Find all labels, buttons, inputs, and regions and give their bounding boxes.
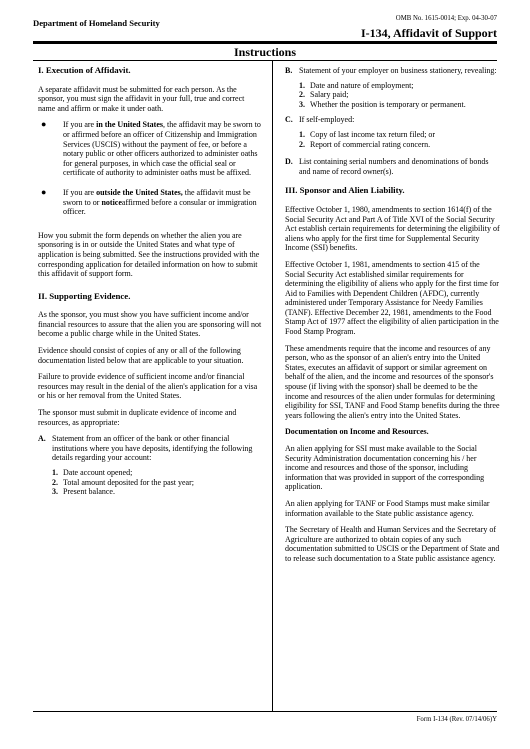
evidence-item-a xyxy=(38,434,262,463)
bullet-text: , the affidavit may be sworn to or affirmed before an officer of Citizenship and Immigration Services (USCIS) without the payment of fee, or before a notary public or other officers authorized to administer oaths for general purposes, in which case the official seal or certificate of authority to administer oaths must be affixed. xyxy=(63,120,261,178)
item-letter: C. xyxy=(285,115,293,125)
bullet-bold: outside the United States, xyxy=(96,187,183,197)
form-revision: Form I-134 (Rev. 07/14/06)Y xyxy=(416,716,497,723)
bank-details-list xyxy=(52,468,262,497)
instructions-rule xyxy=(33,60,497,61)
form-title: I-134, Affidavit of Support xyxy=(360,26,497,40)
bullet-bold: notice xyxy=(101,197,122,207)
employer-details-list xyxy=(299,81,500,110)
bullet-text: If you are xyxy=(63,120,97,130)
item-text: If self-employed: xyxy=(299,115,355,125)
left-column xyxy=(38,66,262,503)
bullet-text: affirmed before a consular or immigration officer. xyxy=(63,197,257,217)
item-letter: B. xyxy=(285,66,293,75)
list-item: 2. Report of commercial rating concern. xyxy=(299,139,431,149)
item-text: Statement from an officer of the bank or other financial institutions where you have deposits, identifying the following details regarding your account: xyxy=(52,434,253,463)
section-2-paragraph-4: The sponsor must submit in duplicate evidence of income and resources, as appropriate: xyxy=(38,408,237,427)
list-item: 1. Date account opened; xyxy=(52,468,133,477)
section-3-paragraph-3: These amendments require that the income and resources of any person, who as the sponsor of an alien's entry into the United States, executes an affidavit of support or similar agreement on behalf of the alien, and the income and resources of the sponsor's spouse (if living with the sponsor) shall be deemed to be the income and resources of the alien under formulas for determining eligibility for SSI, TANF and Food Stamp benefits during the three years following the alien's entry into the United States. xyxy=(285,343,500,420)
bullet-outside-us xyxy=(38,188,262,217)
bullet-icon: ● xyxy=(41,119,47,130)
section-2-paragraph-2: Evidence should consist of copies of any or all of the following documentation listed below that are applicable to your situation. xyxy=(38,346,244,365)
footer-rule xyxy=(33,711,497,712)
bullet-text: If you are xyxy=(63,187,97,197)
section-3-heading: III. Sponsor and Alien Liability. xyxy=(285,185,405,196)
list-item: 3. Present balance. xyxy=(52,487,115,497)
section-1-paragraph-2: How you submit the form depends on whether the alien you are sponsoring is in or outside the United States and what type of application is being submitted. See the instructions provided with the corresponding application for detailed information on how to submit this affidavit of support form. xyxy=(38,230,260,279)
omb-number: OMB No. 1615-0014; Exp. 04-30-07 xyxy=(395,15,497,22)
evidence-item-d xyxy=(285,157,500,176)
agency-name: Department of Homeland Security xyxy=(33,18,160,28)
documentation-paragraph-2: An alien applying for TANF or Food Stamps must make similar information available to the State public assistance agency. xyxy=(285,498,490,518)
section-3-paragraph-1: Effective October 1, 1980, amendments to section 1614(f) of the Social Security Act and Part A of Title XVI of the Social Security Act establish certain requirements for determining the eligibility of aliens who apply for the first time for Supplemental Security Income (SSI) benefits. xyxy=(285,204,500,253)
bullet-in-us xyxy=(38,120,262,178)
list-item: 3. Whether the position is temporary or permanent. xyxy=(299,99,466,109)
section-3-paragraph-2: Effective October 1, 1981, amendments to section 415 of the Social Security Act established similar requirements for determining the eligibility of aliens who apply for the first time for Aid to Families with Dependent Children (AFDC), currently administered under Temporary Assistance for Needy Families (TANF). Effective December 22, 1981, amendments to the Food Stamp Act of 1977 affect the eligibility of alien participation in the Food Stamp Program. xyxy=(285,259,499,337)
list-item: 1. Date and nature of employment; xyxy=(299,80,414,90)
item-text: Statement of your employer on business stationery, revealing: xyxy=(299,66,497,75)
item-letter: D. xyxy=(285,157,293,167)
bullet-text: the affidavit must be sworn to or xyxy=(63,187,251,207)
right-column xyxy=(285,66,500,571)
list-item: 2. Total amount deposited for the past year; xyxy=(52,477,194,487)
documentation-paragraph-1: An alien applying for SSI must make available to the Social Security Administration documentation concerning his / her income and resources and those of the sponsor, including information that was provided in support of the corresponding application. xyxy=(285,444,485,492)
evidence-item-b xyxy=(285,66,500,76)
item-text: List containing serial numbers and denominations of bonds and name of record owner(s). xyxy=(299,157,489,176)
bullet-icon: ● xyxy=(41,186,47,197)
section-2-paragraph-3: Failure to provide evidence of sufficient income and/or financial resources may result in the denial of the alien's application for a visa or his or her removal from the United States. xyxy=(38,372,258,401)
section-1-heading: I. Execution of Affidavit. xyxy=(38,65,131,75)
documentation-paragraph-3: The Secretary of Health and Human Services and the Secretary of Agriculture are authorized to obtain copies of any such documentation submitted to USCIS or the Department of State and to release such documentation to a State public assistance agency. xyxy=(285,525,500,563)
evidence-item-c xyxy=(285,115,500,125)
section-1-paragraph-1: A separate affidavit must be submitted for each person. As the sponsor, you must sign the affidavit in your full, true and correct name and affirm or make it under oath. xyxy=(38,84,245,113)
documentation-heading: Documentation on Income and Resources. xyxy=(285,427,429,437)
list-item: 1. Copy of last income tax return filed; or xyxy=(299,129,436,139)
list-item: 2. Salary paid; xyxy=(299,90,349,100)
self-employed-list xyxy=(299,130,500,149)
section-2-paragraph-1: As the sponsor, you must show you have sufficient income and/or financial resources to assure that the alien you are sponsoring will not become a public charge while in the United States. xyxy=(38,310,262,339)
item-letter: A. xyxy=(38,434,46,444)
header-rule xyxy=(33,41,497,44)
bullet-bold: in the United States xyxy=(96,120,163,130)
section-2-heading: II. Supporting Evidence. xyxy=(38,290,131,301)
section-title: Instructions xyxy=(233,45,296,59)
column-divider xyxy=(272,61,273,711)
